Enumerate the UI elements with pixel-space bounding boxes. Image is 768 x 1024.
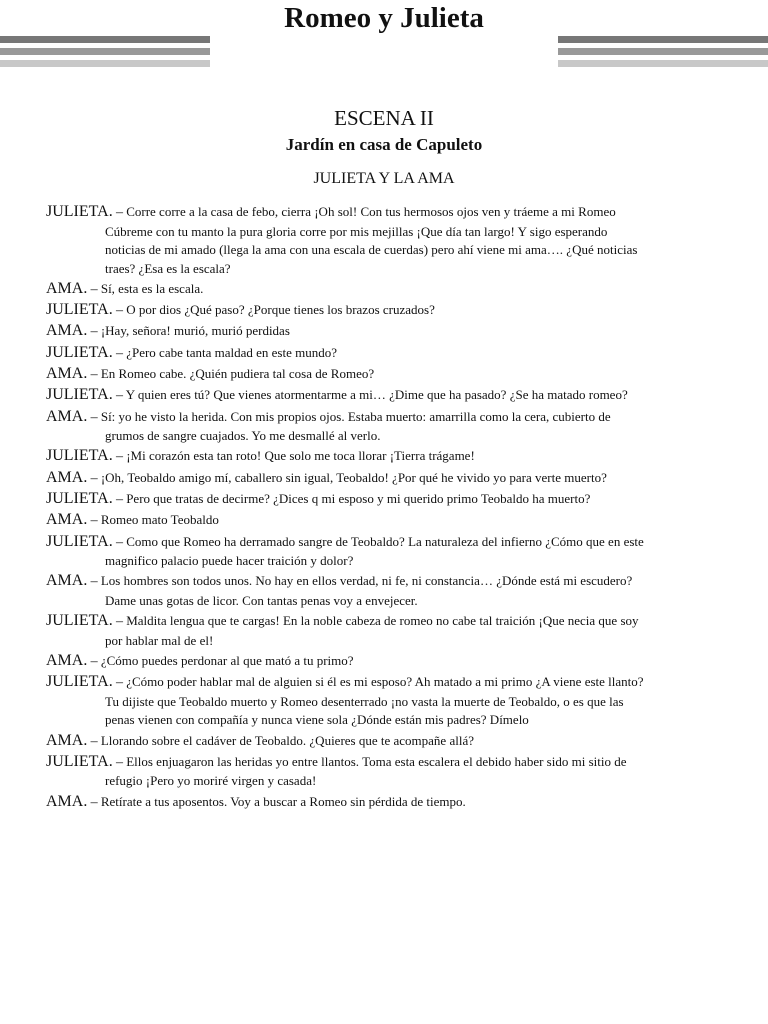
- speaker-name: AMA.: [46, 279, 88, 297]
- speaker-name: JULIETA.: [46, 489, 113, 507]
- dialogue-line: [46, 753, 650, 791]
- dialogue-line: [46, 652, 650, 672]
- dialogue-line: [46, 408, 650, 446]
- line-text: ¿Cómo puedes perdonar al que mató a tu primo?: [100, 652, 354, 668]
- header-rule-line: [0, 48, 210, 55]
- dialogue-dash: –: [90, 513, 98, 529]
- speaker-name: JULIETA.: [46, 203, 113, 220]
- dialogue-dash: –: [90, 366, 98, 382]
- dialogue-dash: –: [90, 733, 98, 749]
- dialogue-dash: –: [115, 754, 123, 770]
- dialogue-line: [46, 572, 650, 610]
- speaker-name: JULIETA.: [46, 447, 113, 465]
- speaker-name: JULIETA.: [46, 343, 113, 361]
- dialogue-line: [46, 344, 650, 364]
- speaker-name: AMA.: [46, 364, 88, 382]
- speaker-name: AMA.: [46, 511, 88, 529]
- speaker-name: JULIETA.: [46, 386, 113, 404]
- dialogue-line: [46, 280, 650, 300]
- speaker-name: AMA.: [46, 731, 88, 749]
- line-text: ¡Oh, Teobaldo amigo mí, caballero sin igual, Teobaldo! ¿Por qué he vivido yo para verte muerto?: [100, 469, 607, 485]
- dialogue-dash: –: [115, 534, 123, 550]
- line-text: Los hombres son todos unos. No hay en ellos verdad, ni fe, ni constancia… ¿Dónde está mi escudero? Dame unas gotas de licor. Con tantas penas voy a envejecer.: [100, 573, 633, 608]
- line-text: Corre corre a la casa de febo, cierra ¡Oh sol! Con tus hermosos ojos ven y tráeme a mi Romeo Cúbreme con tu manto la pura gloria corre por mis mejillas ¡Que día tan largo! Y sigo esperando noticias de mi amado (llega la ama con una escala de cuerdas) pero ahí viene mi ama…. ¿Qué noticias traes? ¿Esa es la escala?: [105, 204, 638, 276]
- speaker-name: AMA.: [46, 651, 88, 669]
- dialogue-dash: –: [90, 794, 98, 810]
- speaker-name: AMA.: [46, 322, 88, 340]
- header-rule-left: [0, 36, 210, 72]
- line-text: Llorando sobre el cadáver de Teobaldo. ¿Quieres que te acompañe allá?: [100, 732, 474, 748]
- dialogue-line: [46, 386, 650, 406]
- dialogue-dash: –: [115, 675, 123, 691]
- dialogue-line: [46, 365, 650, 385]
- dialogue-line: [46, 732, 650, 752]
- header-rule-line: [558, 36, 768, 43]
- dialogue-line: [46, 511, 650, 531]
- dialogue-dash: –: [115, 388, 123, 404]
- dialogue-line: [46, 673, 650, 730]
- page-title: Romeo y Julieta: [284, 2, 484, 34]
- scene-heading: ESCENA II: [334, 106, 434, 130]
- speaker-name: JULIETA.: [46, 752, 113, 770]
- speaker-name: JULIETA.: [46, 673, 113, 691]
- dialogue-dash: –: [115, 345, 123, 361]
- dialogue-dash: –: [90, 653, 98, 669]
- dialogue-line: [46, 203, 650, 278]
- dialogue-dash: –: [90, 324, 98, 340]
- line-text: En Romeo cabe. ¿Quién pudiera tal cosa de Romeo?: [100, 365, 375, 381]
- speaker-name: AMA.: [46, 792, 88, 810]
- scene-location: Jardín en casa de Capuleto: [285, 135, 483, 154]
- dialogue-dash: –: [115, 449, 123, 465]
- line-text: Pero que tratas de decirme? ¿Dices q mi esposo y mi querido primo Teobaldo ha muerto?: [126, 490, 591, 506]
- scene-characters: JULIETA Y LA AMA: [313, 170, 455, 187]
- line-text: Retírate a tus aposentos. Voy a buscar a Romeo sin pérdida de tiempo.: [100, 793, 466, 809]
- dialogue-dash: –: [90, 574, 98, 590]
- speaker-name: AMA.: [46, 407, 88, 425]
- dialogue: [46, 203, 650, 814]
- speaker-name: JULIETA.: [46, 301, 113, 319]
- speaker-name: JULIETA.: [46, 612, 113, 630]
- line-text: Ellos enjuagaron las heridas yo entre llantos. Toma esta escalera el debido haber sido mi sitio de refugio ¡Pero yo moriré virgen y casada!: [105, 753, 627, 789]
- dialogue-dash: –: [115, 491, 123, 507]
- dialogue-dash: –: [115, 205, 123, 220]
- header-rule-line: [0, 36, 210, 43]
- dialogue-dash: –: [90, 470, 98, 486]
- dialogue-dash: –: [90, 409, 98, 425]
- dialogue-line: [46, 533, 650, 571]
- speaker-name: AMA.: [46, 572, 88, 590]
- dialogue-line: [46, 490, 650, 510]
- line-text: Maldita lengua que te cargas! En la noble cabeza de romeo no cabe tal traición ¡Que necia que soy por hablar mal de el!: [105, 613, 639, 648]
- line-text: ¿Pero cabe tanta maldad en este mundo?: [126, 344, 338, 360]
- line-text: ¡Mi corazón esta tan roto! Que solo me toca llorar ¡Tierra trágame!: [126, 448, 475, 464]
- line-text: Sí, esta es la escala.: [100, 280, 204, 296]
- speaker-name: AMA.: [46, 468, 88, 486]
- line-text: Como que Romeo ha derramado sangre de Teobaldo? La naturaleza del infierno ¿Cómo que en este magnifico palacio puede hacer traición y dolor?: [105, 533, 644, 569]
- line-text: ¿Cómo poder hablar mal de alguien si él es mi esposo? Ah matado a mi primo ¿A viene este llanto? Tu dijiste que Teobaldo muerto y Romeo desenterrado ¡no vasta la muerte de Teobaldo, o es que las penas vienen con compañía y nunca viene sola ¿Dónde están mis padres? Dímelo: [105, 674, 644, 728]
- line-text: Romeo mato Teobaldo: [100, 512, 219, 528]
- dialogue-line: [46, 447, 650, 467]
- dialogue-line: [46, 301, 650, 321]
- speaker-name: JULIETA.: [46, 532, 113, 550]
- dialogue-line: [46, 469, 650, 489]
- line-text: Y quien eres tú? Que vienes atormentarme a mi… ¿Dime que ha pasado? ¿Se ha matado romeo?: [125, 387, 628, 403]
- line-text: O por dios ¿Qué paso? ¿Porque tienes los brazos cruzados?: [126, 302, 435, 318]
- line-text: ¡Hay, señora! murió, murió perdidas: [100, 323, 290, 339]
- dialogue-dash: –: [90, 281, 98, 297]
- header-rule-line: [558, 60, 768, 67]
- line-text: Sí: yo he visto la herida. Con mis propios ojos. Estaba muerto: amarrilla como la cera, cubierto de grumos de sangre cuajados. Yo me desmallé al verlo.: [100, 408, 611, 444]
- dialogue-dash: –: [115, 303, 123, 319]
- header-rule-right: [558, 36, 768, 72]
- dialogue-line: [46, 322, 650, 342]
- header-rule-line: [558, 48, 768, 55]
- dialogue-line: [46, 793, 650, 813]
- dialogue-line: [46, 612, 650, 650]
- header-rule-line: [0, 60, 210, 67]
- dialogue-dash: –: [115, 614, 123, 630]
